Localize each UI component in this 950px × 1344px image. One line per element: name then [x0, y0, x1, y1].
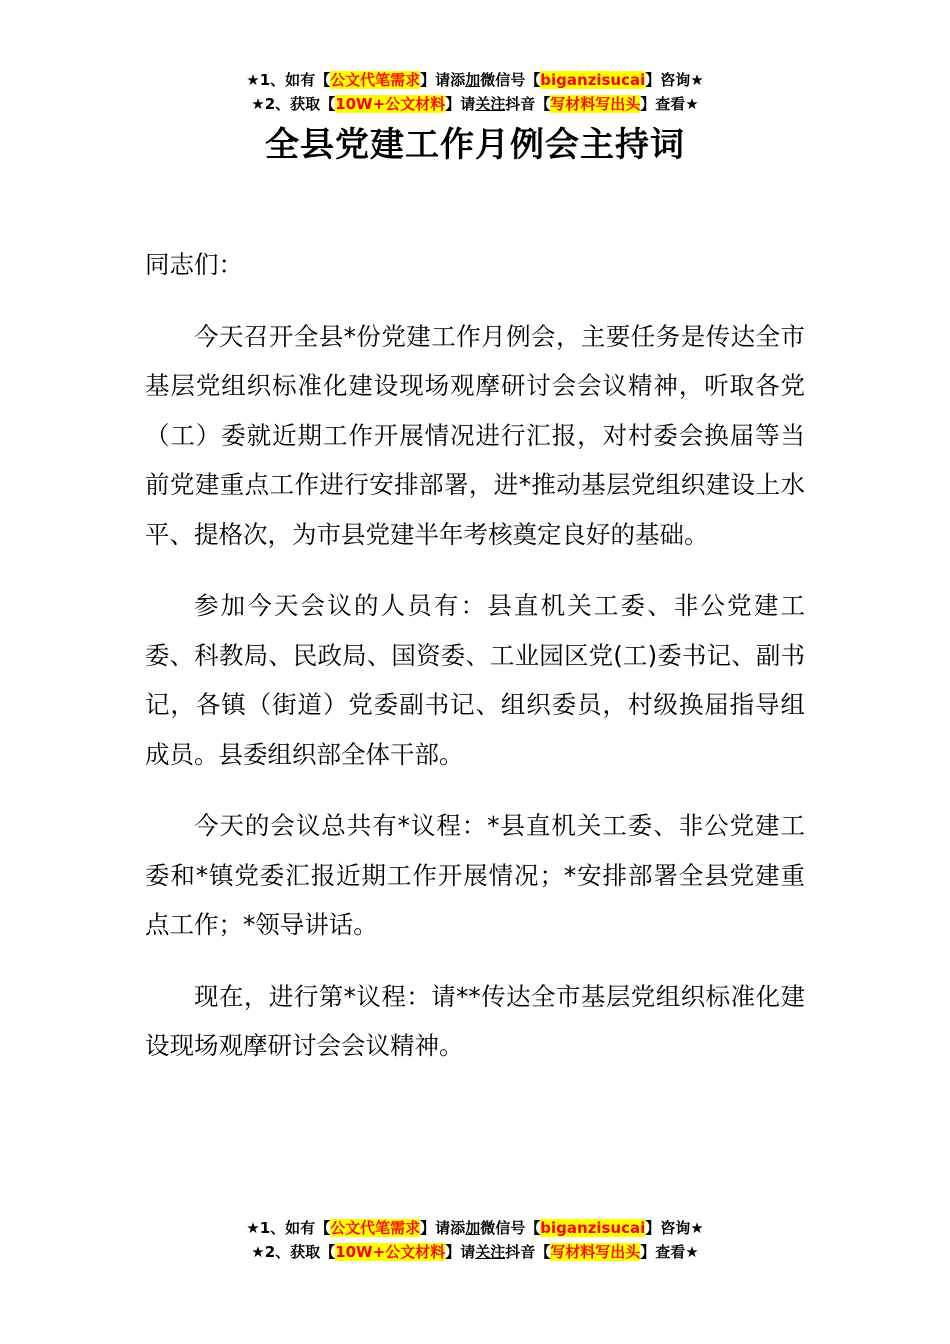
- banner-highlight: 写材料写出头: [550, 95, 641, 113]
- banner-highlight: 公文代笔需求: [330, 1219, 421, 1237]
- banner-text: 】查看★: [640, 1243, 699, 1261]
- banner-highlight: 10W+公文材料: [335, 95, 446, 113]
- paragraph: 今天召开全县*份党建工作月例会，主要任务是传达全市基层党组织标准化建设现场观摩研讨会会议精神，听取各党（工）委就近期工作开展情况进行汇报，对村委会换届等当前党建重点工作进行安排部署，进*推动基层党组织建设上水平、提格次，为市县党建半年考核奠定良好的基础。: [145, 321, 805, 549]
- document-title: 全县党建工作月例会主持词: [265, 125, 685, 165]
- banner-line-2: [0, 92, 950, 116]
- banner-text: 抖音【: [505, 95, 551, 113]
- banner-line-1: [0, 1216, 950, 1240]
- banner-text: ★2、获取【: [251, 95, 336, 113]
- banner-highlight: 写材料写出头: [550, 1243, 641, 1261]
- banner-text: 微信号【: [480, 71, 541, 89]
- banner-text: 抖音【: [505, 1243, 551, 1261]
- salutation: 同志们：: [145, 250, 243, 279]
- banner-text: 】咨询★: [645, 71, 704, 89]
- banner-text: 】咨询★: [645, 1219, 704, 1237]
- banner-text: 】查看★: [640, 95, 699, 113]
- banner-underline: 关注: [475, 95, 506, 113]
- banner-underline: 加: [465, 1219, 481, 1237]
- banner-underline: 关注: [475, 1243, 506, 1261]
- banner-text: ★1、如有【: [246, 71, 331, 89]
- banner-highlight: 10W+公文材料: [335, 1243, 446, 1261]
- banner-underline: 加: [465, 71, 481, 89]
- banner-text: 】请: [445, 95, 476, 113]
- paragraph: 参加今天会议的人员有：县直机关工委、非公党建工委、科教局、民政局、国资委、工业园区党(工)委书记、副书记，各镇（街道）党委副书记、组织委员，村级换届指导组成员。县委组织部全体干部。: [145, 591, 805, 769]
- paragraph: 现在，进行第*议程：请**传达全市基层党组织标准化建设现场观摩研讨会会议精神。: [145, 981, 805, 1060]
- banner-text: ★1、如有【: [246, 1219, 331, 1237]
- document-body: [145, 240, 805, 1093]
- header-banner: [0, 68, 950, 116]
- paragraph: 今天的会议总共有*议程：*县直机关工委、非公党建工委和*镇党委汇报近期工作开展情况；*安排部署全县党建重点工作；*领导讲话。: [145, 811, 805, 939]
- footer-banner: [0, 1216, 950, 1264]
- banner-line-2: [0, 1240, 950, 1264]
- banner-line-1: [0, 68, 950, 92]
- banner-text: 微信号【: [480, 1219, 541, 1237]
- banner-highlight: biganzisucai: [540, 71, 646, 89]
- banner-highlight: 公文代笔需求: [330, 71, 421, 89]
- banner-highlight: biganzisucai: [540, 1219, 646, 1237]
- banner-text: 】请添: [420, 1219, 466, 1237]
- banner-text: 】请添: [420, 71, 466, 89]
- banner-text: 】请: [445, 1243, 476, 1261]
- banner-text: ★2、获取【: [251, 1243, 336, 1261]
